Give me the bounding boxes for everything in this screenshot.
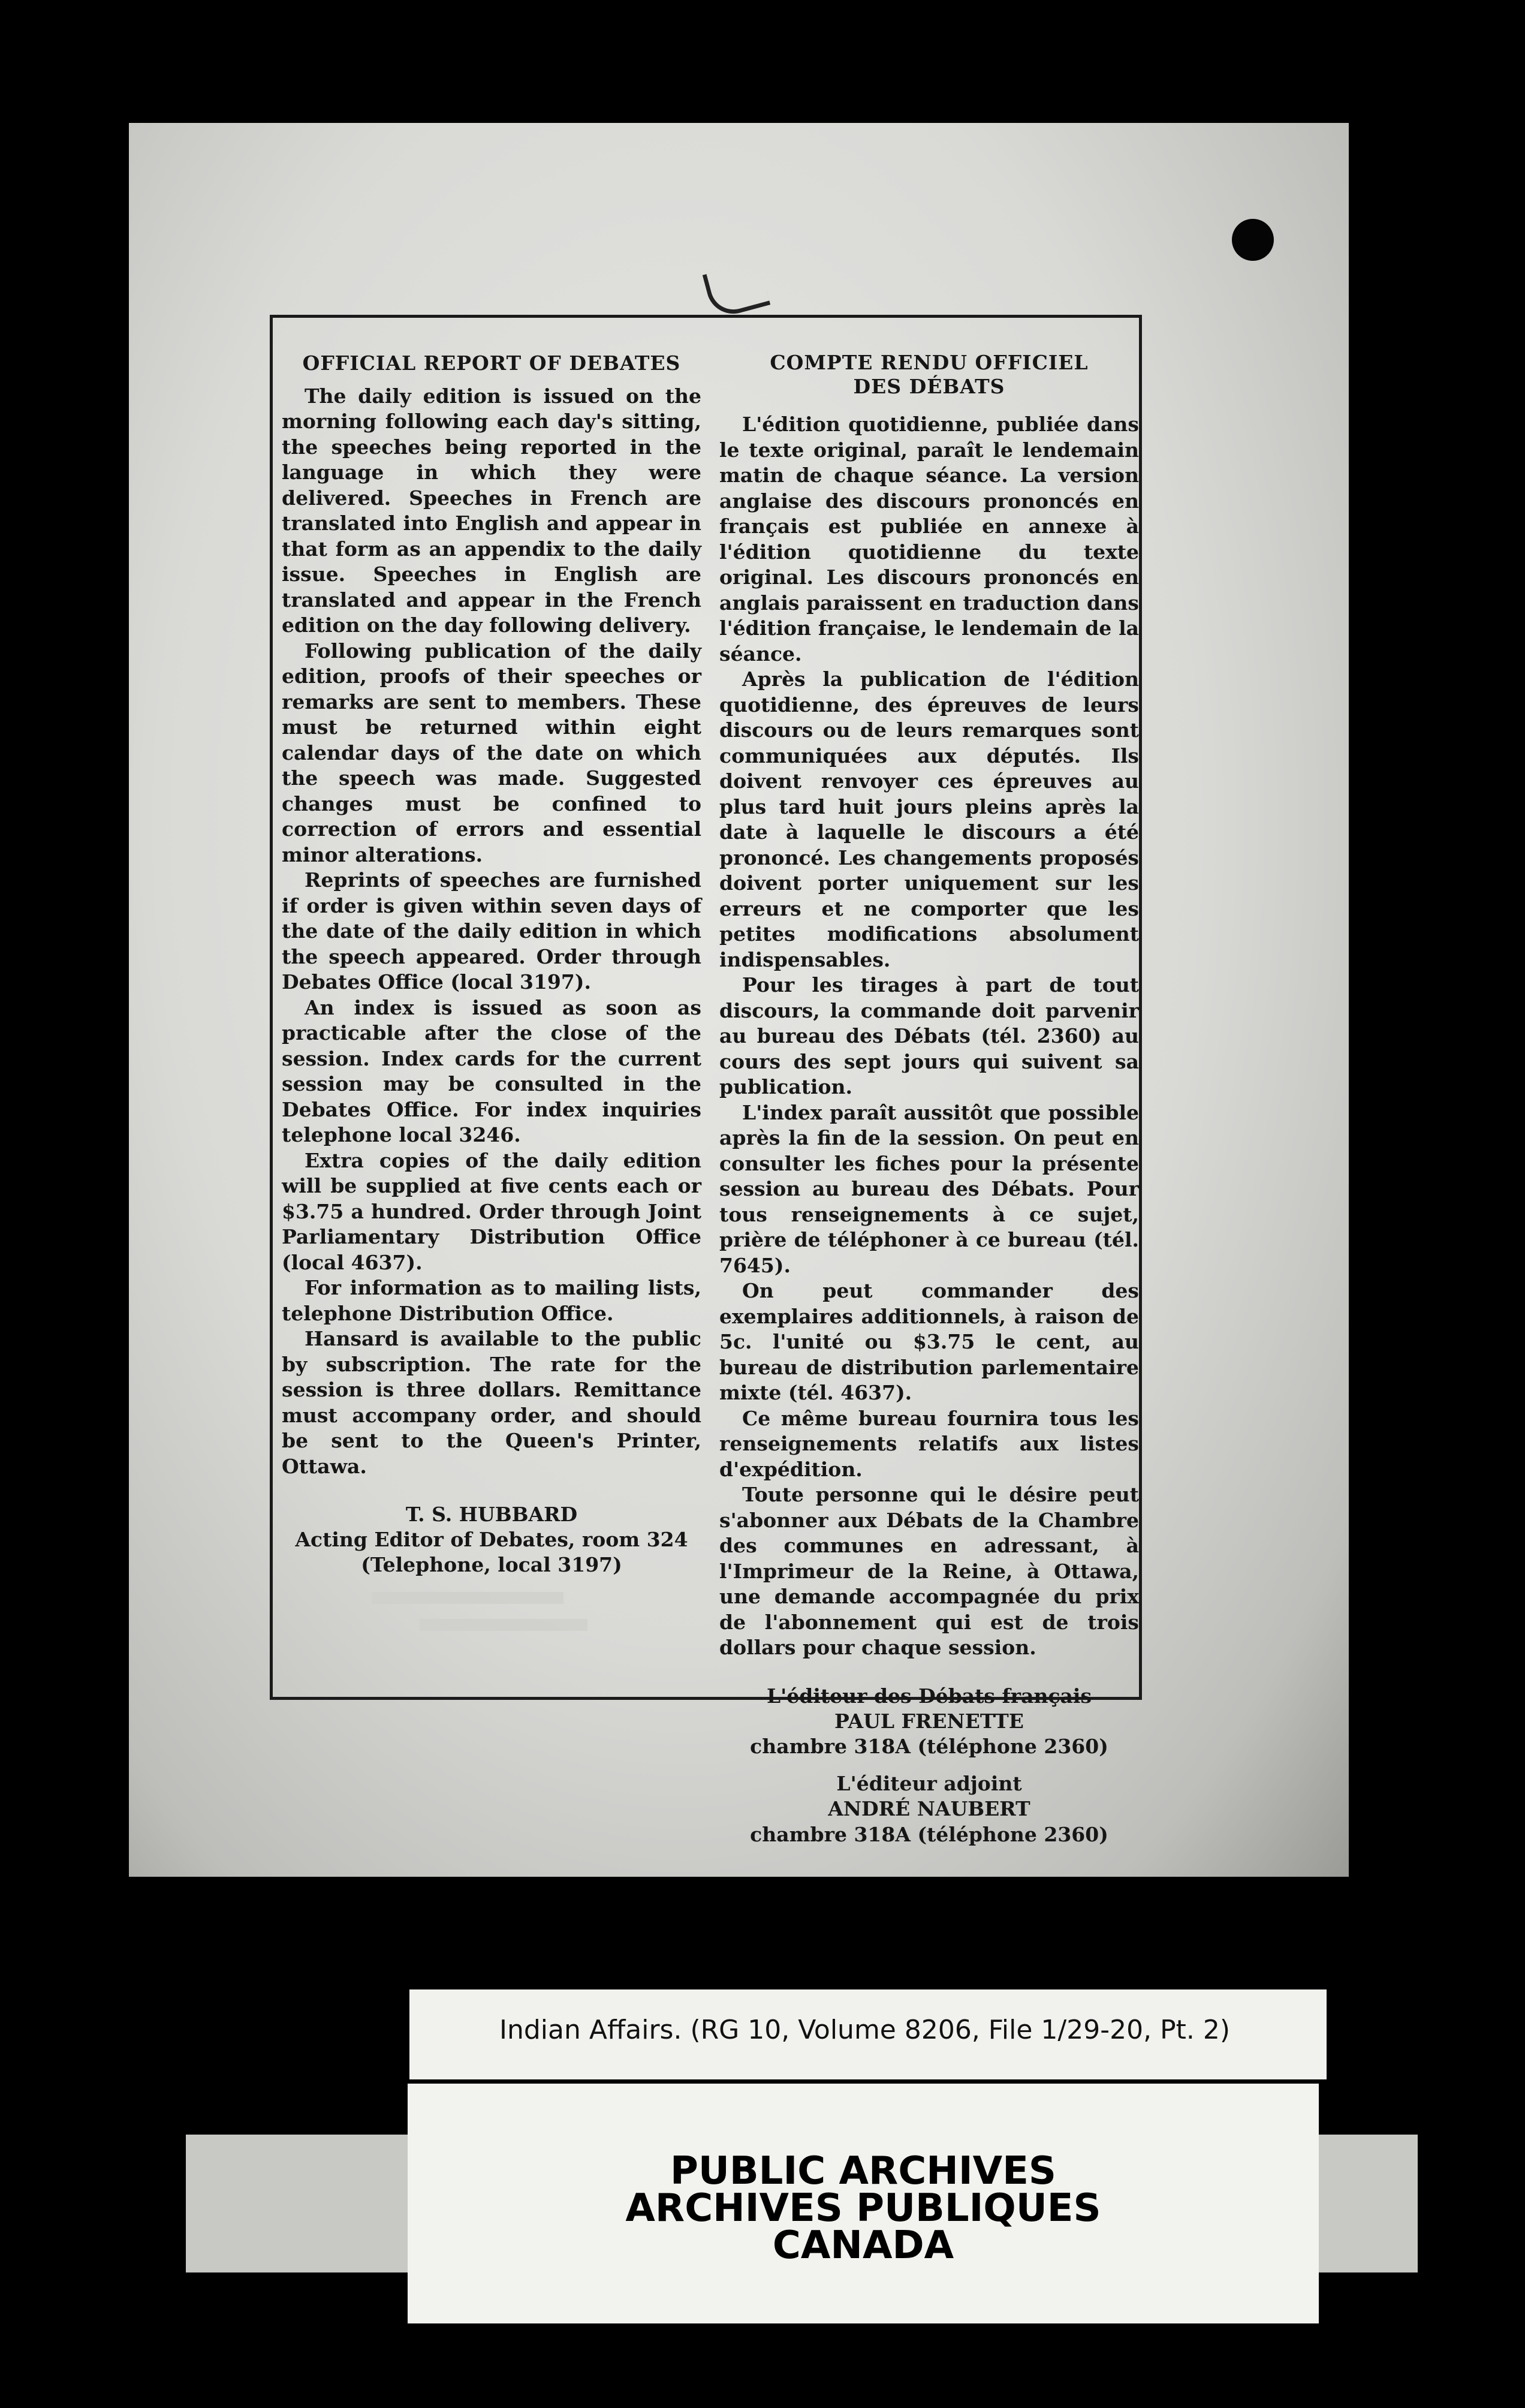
signature-name: PAUL FRENETTE [834, 1709, 1024, 1733]
french-signature-editor [719, 1684, 1139, 1759]
archive-stamp [408, 2084, 1319, 2323]
english-paragraph: Extra copies of the daily edition will be supplied at five cents each or $3.75 a hundred. Order through Joint Parliamentary Distribution Office (local 4637). [282, 1148, 701, 1274]
signature-room: chambre 318A (téléphone 2360) [750, 1734, 1108, 1758]
stamp-line: PUBLIC ARCHIVES [670, 2149, 1056, 2193]
english-signature [282, 1502, 701, 1578]
french-signature-assistant [719, 1771, 1139, 1848]
french-paragraph: Pour les tirages à part de tout discours, la commande doit parvenir au bureau des Débats (tél. 2360) au cours des sept jours qui suivent sa publication. [719, 973, 1139, 1098]
english-heading: OFFICIAL REPORT OF DEBATES [302, 351, 681, 375]
french-paragraph: Après la publication de l'édition quotidienne, des épreuves de leurs discours ou de leurs remarques sont communiquées aux députés. Ils doivent renvoyer ces épreuves au plus tard huit jours pleins après la date à laquelle le discours a été prononcé. Les changements proposés doivent porter uniquement sur les erreurs et ne comporter que les petites modifications absolument indispensables. [719, 667, 1139, 971]
archive-reference-label: Indian Affairs. (RG 10, Volume 8206, File 1/29-20, Pt. 2) [409, 1989, 1327, 2079]
english-paragraph: For information as to mailing lists, telephone Distribution Office. [282, 1276, 701, 1325]
french-paragraph: Toute personne qui le désire peut s'abonner aux Débats de la Chambre des communes en adressant, à l'Imprimeur de la Reine, à Ottawa, une demande accompagnée du prix de l'abonnement qui est de trois dollars pour chaque session. [719, 1483, 1139, 1659]
french-paragraph: L'édition quotidienne, publiée dans le texte original, paraît le lendemain matin de chaque séance. La version anglaise des discours prononcés en français est publiée en annexe à l'édition quotidienne du texte original. Les discours prononcés en anglais paraissent en traduction dans l'édition française, le lendemain de la séance. [719, 413, 1139, 666]
signature-name: ANDRÉ NAUBERT [828, 1797, 1030, 1820]
english-column [282, 351, 701, 1578]
french-column [719, 351, 1139, 1847]
signature-room: chambre 318A (téléphone 2360) [750, 1822, 1108, 1846]
french-paragraph: On peut commander des exemplaires additionnels, à raison de 5c. l'unité ou $3.75 le cent, au bureau de distribution parlementaire mixte (tél. 4637). [719, 1279, 1139, 1404]
french-heading-line: DES DÉBATS [853, 375, 1005, 398]
french-heading [719, 351, 1139, 399]
english-paragraph: An index is issued as soon as practicable after the close of the session. Index cards for the current session may be consulted in the Debates Office. For index inquiries telephone local 3246. [282, 995, 701, 1146]
signature-title: L'éditeur adjoint [836, 1771, 1022, 1795]
stamp-line: CANADA [772, 2223, 954, 2268]
french-paragraph: L'index paraît aussitôt que possible après la fin de la session. On peut en consulter les fiches pour la présente session au bureau des Débats. Pour tous renseignements à ce sujet, prière de téléphoner à ce bureau (tél. 7645). [719, 1100, 1139, 1277]
signature-title: L'éditeur des Débats français [766, 1684, 1092, 1708]
english-paragraph: The daily edition is issued on the morning following each day's sitting, the speeches being reported in the language in which they were delivered. Speeches in French are translated into English and appear in that form as an appendix to the daily issue. Speeches in English are translated and appear in the French edition on the day following delivery. [282, 384, 701, 637]
english-paragraph: Reprints of speeches are furnished if order is given within seven days of the date of the daily edition in which the speech appeared. Order through Debates Office (local 3197). [282, 868, 701, 994]
signature-title: Acting Editor of Debates, room 324 [295, 1528, 688, 1551]
faded-mark [420, 1619, 587, 1631]
english-paragraph: Following publication of the daily edition, proofs of their speeches or remarks are sent to members. These must be returned within eight calendar days of the date on which the speech was made. Suggested changes must be confined to correction of errors and essential minor alterations. [282, 639, 701, 866]
faded-mark [372, 1592, 563, 1604]
signature-name: T. S. HUBBARD [405, 1503, 578, 1526]
signature-phone: (Telephone, local 3197) [361, 1553, 622, 1576]
french-heading-line: COMPTE RENDU OFFICIEL [770, 351, 1089, 374]
french-paragraph: Ce même bureau fournira tous les renseignements relatifs aux listes d'expédition. [719, 1406, 1139, 1481]
punch-hole [1232, 219, 1274, 261]
english-paragraph: Hansard is available to the public by subscription. The rate for the session is three dollars. Remittance must accompany order, and should be sent to the Queen's Printer, Ottawa. [282, 1327, 701, 1478]
stamp-line: ARCHIVES PUBLIQUES [625, 2186, 1101, 2231]
